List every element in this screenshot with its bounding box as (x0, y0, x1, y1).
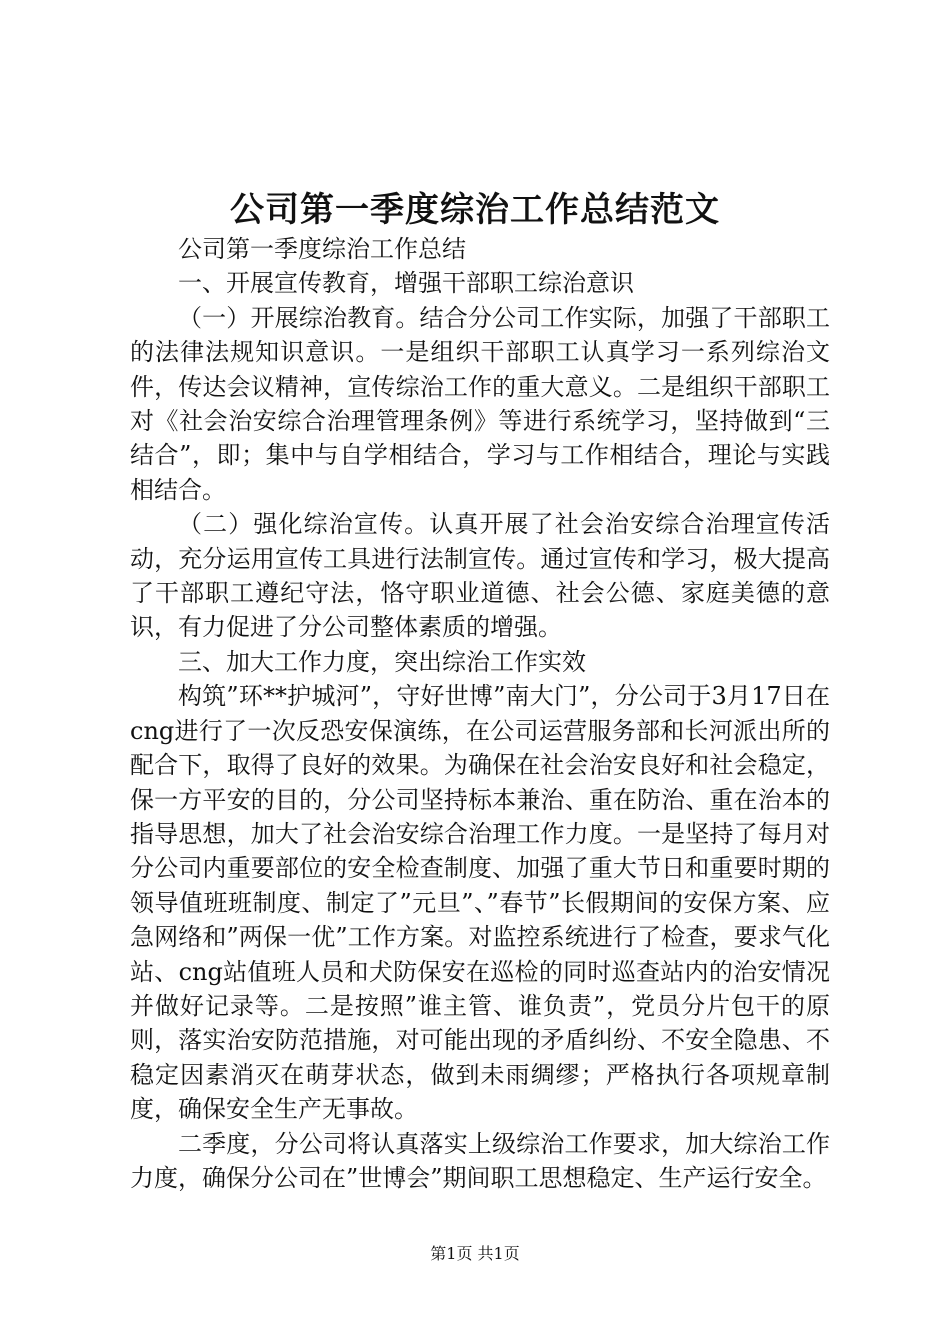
body-paragraph: （一）开展综治教育。结合分公司工作实际，加强了干部职工的法律法规知识意识。一是组织干部职工认真学习一系列综治文件，传达会议精神，宣传综治工作的重大意义。二是组织干部职工对《社会治安综合治理管理条例》等进行系统学习，坚持做到“三结合”，即；集中与自学相结合，学习与工作相结合，理论与实践相结合。 (130, 303, 830, 504)
body-paragraph: 构筑”环**护城河”，守好世博”南大门”，分公司于3月17日在cng进行了一次反恐安保演练，在公司运营服务部和长河派出所的配合下，取得了良好的效果。为确保在社会治安良好和社会稳定，保一方平安的目的，分公司坚持标本兼治、重在防治、重在治本的指导思想，加大了社会治安综合治理工作力度。一是坚持了每月对分公司内重要部位的安全检查制度、加强了重大节日和重要时期的领导值班班制度、制定了”元旦”、”春节”长假期间的安保方案、应急网络和”两保一优”工作方案。对监控系统进行了检查，要求气化站、cng站值班人员和犬防保安在巡检的同时巡查站内的治安情况并做好记录等。二是按照”谁主管、谁负责”，党员分片包干的原则，落实治安防范措施，对可能出现的矛盾纠纷、不安全隐患、不稳定因素消灭在萌芽状态，做到未雨绸缪；严格执行各项规章制度，确保安全生产无事故。 (130, 682, 830, 1124)
document-body (130, 232, 830, 1195)
document-title: 公司第一季度综治工作总结范文 (230, 190, 720, 230)
section-heading-1: 一、开展宣传教育，增强干部职工综治意识 (178, 269, 634, 298)
page-footer: 第1页 共1页 (430, 1244, 520, 1263)
body-paragraph: 二季度，分公司将认真落实上级综治工作要求，加大综治工作力度，确保分公司在”世博会”期间职工思想稳定、生产运行安全。 (130, 1129, 830, 1192)
section-heading-3: 三、加大工作力度，突出综治工作实效 (178, 647, 586, 676)
subtitle-paragraph: 公司第一季度综治工作总结 (178, 235, 466, 263)
body-paragraph: （二）强化综治宣传。认真开展了社会治安综合治理宣传活动，充分运用宣传工具进行法制宣传。通过宣传和学习，极大提高了干部职工遵纪守法，恪守职业道德、社会公德、家庭美德的意识，有力促进了分公司整体素质的增强。 (130, 510, 830, 642)
